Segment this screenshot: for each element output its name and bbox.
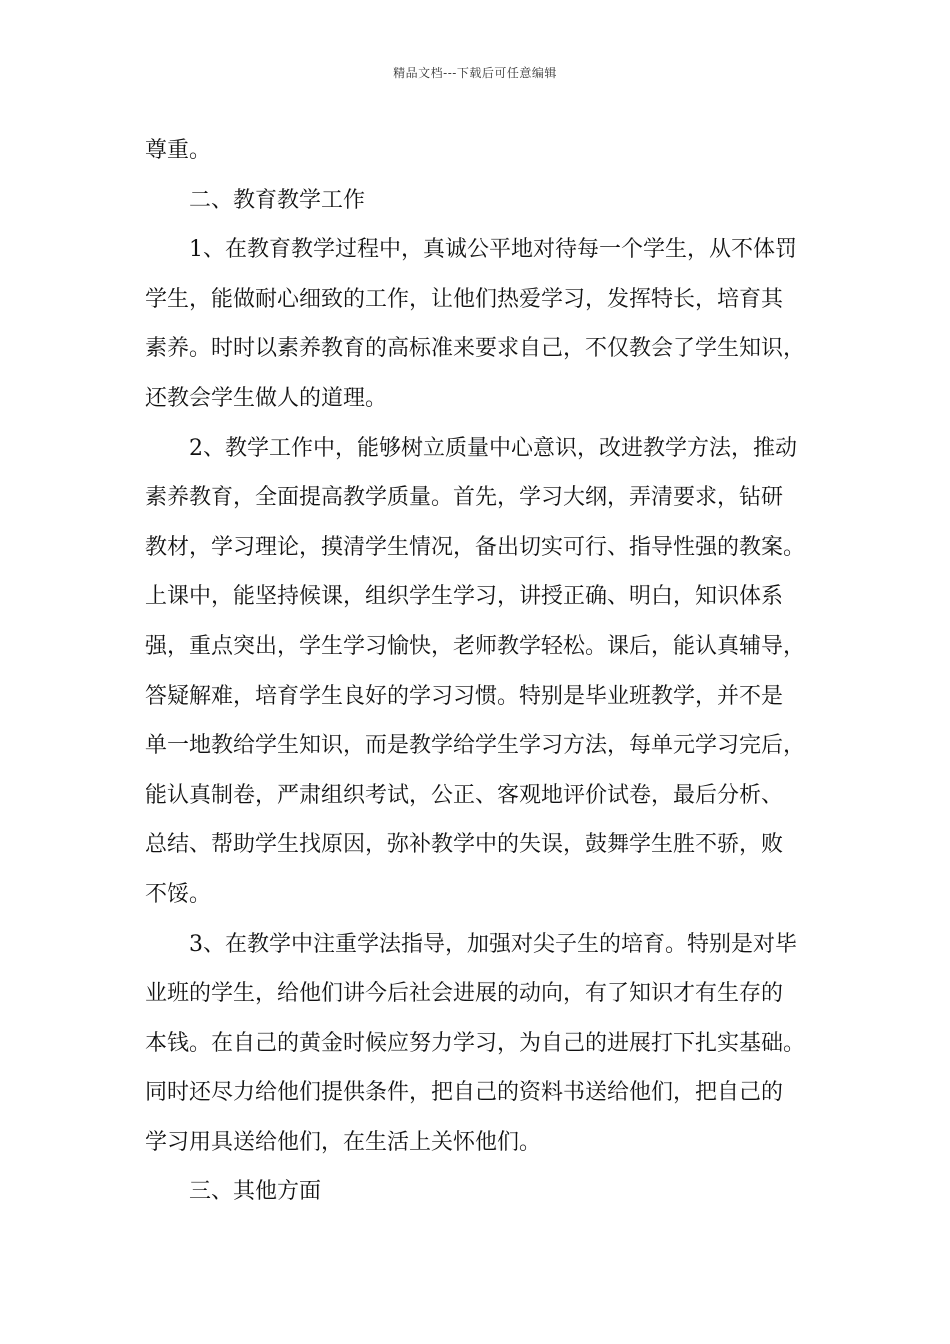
text-line: 尊重。 bbox=[145, 138, 212, 163]
text-line: 1、在教育教学过程中，真诚公平地对待每一个学生，从不体罚 bbox=[189, 237, 797, 263]
text-line: 能认真制卷，严肃组织考试，公正、客观地评价试卷，最后分析、 bbox=[145, 782, 784, 808]
text-line: 本钱。在自己的黄金时候应努力学习，为自己的进展打下扎实基础。 bbox=[145, 1030, 806, 1056]
text-line: 学习用具送给他们，在生活上关怀他们。 bbox=[145, 1129, 542, 1155]
text-line: 同时还尽力给他们提供条件，把自己的资料书送给他们，把自己的 bbox=[145, 1080, 784, 1106]
page-header: 精品文档---下载后可任意编辑 bbox=[393, 66, 557, 80]
text-line: 还教会学生做人的道理。 bbox=[145, 385, 388, 411]
text-line: 2、教学工作中，能够树立质量中心意识，改进教学方法，推动 bbox=[189, 435, 797, 461]
text-line: 不馁。 bbox=[145, 881, 212, 907]
section-heading: 二、教育教学工作 bbox=[189, 187, 366, 213]
text-line: 强，重点突出，学生学习愉快，老师教学轻松。课后，能认真辅导， bbox=[145, 633, 806, 659]
text-line: 素养教育，全面提高教学质量。首先，学习大纲，弄清要求，钻研 bbox=[145, 485, 784, 511]
text-line: 业班的学生，给他们讲今后社会进展的动向，有了知识才有生存的 bbox=[145, 981, 784, 1007]
text-line: 总结、帮助学生找原因，弥补教学中的失误，鼓舞学生胜不骄，败 bbox=[145, 832, 784, 858]
text-line: 单一地教给学生知识，而是教学给学生学习方法，每单元学习完后， bbox=[145, 733, 806, 759]
text-line: 3、在教学中注重学法指导，加强对尖子生的培育。特别是对毕 bbox=[189, 931, 797, 957]
document-body bbox=[145, 126, 813, 1217]
text-line: 教材，学习理论，摸清学生情况，备出切实可行、指导性强的教案。 bbox=[145, 534, 806, 560]
text-line: 素养。时时以素养教育的高标准来要求自己，不仅教会了学生知识， bbox=[145, 336, 806, 362]
text-line: 答疑解难，培育学生良好的学习习惯。特别是毕业班教学，并不是 bbox=[145, 683, 784, 709]
text-line: 学生，能做耐心细致的工作，让他们热爱学习，发挥特长，培育其 bbox=[145, 286, 784, 312]
section-heading: 三、其他方面 bbox=[189, 1179, 322, 1205]
text-line: 上课中，能坚持候课，组织学生学习，讲授正确、明白，知识体系 bbox=[145, 584, 784, 610]
